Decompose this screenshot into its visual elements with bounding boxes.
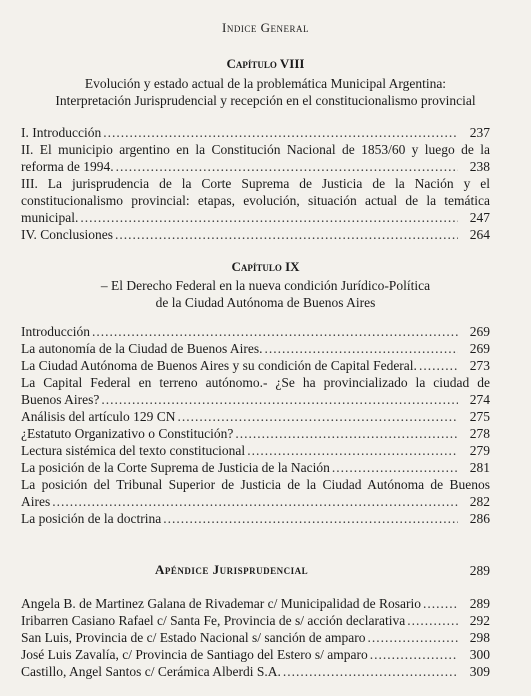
leader-dots [101,391,458,408]
toc-entry-text: La posición del Tribunal Superior de Justicia de la Ciudad Autónoma de Buenos [21,477,490,492]
toc-page-number: 309 [469,664,490,679]
leader-dots [80,209,458,226]
leader-dots [177,408,458,425]
appendix-heading: Apéndice Jurisprudencial [155,562,309,577]
toc-entry-text: La Capital Federal en terreno autónomo.- ¿Se ha provincializado la ciudad de [21,375,490,390]
toc-entry-text: José Luis Zavalía, c/ Provincia de Santiago del Estero s/ amparo [21,647,368,662]
toc-page-number: 269 [469,324,490,339]
leader-dots [283,663,458,680]
toc-entry[interactable] [21,459,490,476]
chapter-8-subtitle-1: Evolución y estado actual de la problemática Municipal Argentina: [84,76,447,91]
chapter-9-subtitle-1: – El Derecho Federal en la nueva condición Jurídico-Política [100,278,431,293]
toc-entry-text: La posición de la doctrina [21,511,162,526]
chapter-9-subtitle-2: de la Ciudad Autónoma de Buenos Aires [155,295,376,310]
leader-dots [116,158,458,175]
toc-entry-text: Introducción [21,324,90,339]
chapter-8-entries [21,124,490,243]
toc-entry-text: La posición de la Corte Suprema de Justicia de la Nación [21,460,330,475]
toc-entry-text: II. El municipio argentino en la Constitución Nacional de 1853/60 y luego de la [21,142,490,157]
toc-page-number: 286 [469,511,490,526]
toc-entry[interactable] [21,595,490,612]
toc-entry-text: Castillo, Angel Santos c/ Cerámica Alberdi S.A. [21,664,281,679]
leader-dots [235,425,458,442]
toc-entry[interactable] [21,510,490,527]
leader-dots [368,629,458,646]
leader-dots [115,226,458,243]
toc-page-number: 237 [469,125,490,140]
chapter-8-subtitle-2: Interpretación Jurisprudencial y recepción en el constitucionalismo provincial [55,93,476,108]
toc-entry-text: Buenos Aires? [21,392,100,407]
toc-page-number: 247 [469,210,490,225]
toc-entry[interactable] [21,141,490,175]
toc-entry-text: Angela B. de Martinez Galana de Rivademar c/ Municipalidad de Rosario [21,596,421,611]
leader-dots [332,459,458,476]
toc-entry[interactable] [21,323,490,340]
toc-entry-text: IV. Conclusiones [21,227,114,242]
toc-entry-text: La autonomía de la Ciudad de Buenos Aires. [21,341,263,356]
toc-page-number: 269 [469,341,490,356]
leader-dots [419,357,458,374]
running-head: Indice General [222,20,309,35]
leader-dots [264,340,458,357]
toc-entry-text: reforma de 1994. [21,159,114,174]
leader-dots [370,646,458,663]
toc-entry-text: I. Introducción [21,125,102,140]
toc-page-number: 292 [469,613,490,628]
toc-entry-text: municipal. [21,210,79,225]
leader-dots [52,493,458,510]
toc-entry[interactable] [21,175,490,226]
chapter-9-heading: Capítulo IX [231,259,300,274]
toc-entry[interactable] [21,374,490,408]
toc-page-number: 281 [469,460,490,475]
chapter-9-entries [21,323,490,527]
toc-entry[interactable] [21,442,490,459]
toc-page-number: 275 [469,409,490,424]
toc-page-number: 273 [469,358,490,373]
leader-dots [423,595,458,612]
toc-page-number: 238 [469,159,490,174]
toc-entry[interactable] [21,340,490,357]
leader-dots [247,442,458,459]
toc-page-number: 274 [469,392,490,407]
toc-entry[interactable] [21,425,490,442]
leader-dots [103,124,458,141]
toc-entry-text: Análisis del artículo 129 CN [21,409,176,424]
leader-dots [163,510,458,527]
toc-entry-text: San Luis, Provincia de c/ Estado Nacional s/ sanción de amparo [21,630,366,645]
toc-entry[interactable] [21,629,490,646]
toc-entry-text: La Ciudad Autónoma de Buenos Aires y su condición de Capital Federal. [21,358,417,373]
toc-entry[interactable] [21,226,490,243]
toc-entry-text: Aires [21,494,51,509]
chapter-8-heading: Capítulo VIII [226,56,305,71]
toc-entry[interactable] [21,476,490,510]
toc-entry-text: III. La jurisprudencia de la Corte Suprema de Justicia de la Nación y el [21,176,490,191]
toc-entry-text: Iribarren Casiano Rafael c/ Santa Fe, Provincia de s/ acción declarativa [21,613,406,628]
toc-page-number: 279 [469,443,490,458]
appendix-page-number: 289 [469,563,490,578]
toc-page-number: 298 [469,630,490,645]
toc-entry[interactable] [21,357,490,374]
toc-page-number: 282 [469,494,490,509]
leader-dots [92,323,458,340]
toc-page-number: 278 [469,426,490,441]
appendix-entries [21,595,490,680]
leader-dots [407,612,458,629]
toc-page-number: 264 [469,227,490,242]
toc-entry-text: constitucionalismo provincial: etapas, evolución, situación actual de la temática [21,193,490,208]
toc-page-number: 300 [469,647,490,662]
toc-entry[interactable] [21,663,490,680]
toc-entry[interactable] [21,124,490,141]
toc-entry[interactable] [21,408,490,425]
toc-page-number: 289 [469,596,490,611]
toc-entry-text: ¿Estatuto Organizativo o Constitución? [21,426,234,441]
toc-entry-text: Lectura sistémica del texto constitucional [21,443,246,458]
toc-entry[interactable] [21,646,490,663]
toc-entry[interactable] [21,612,490,629]
